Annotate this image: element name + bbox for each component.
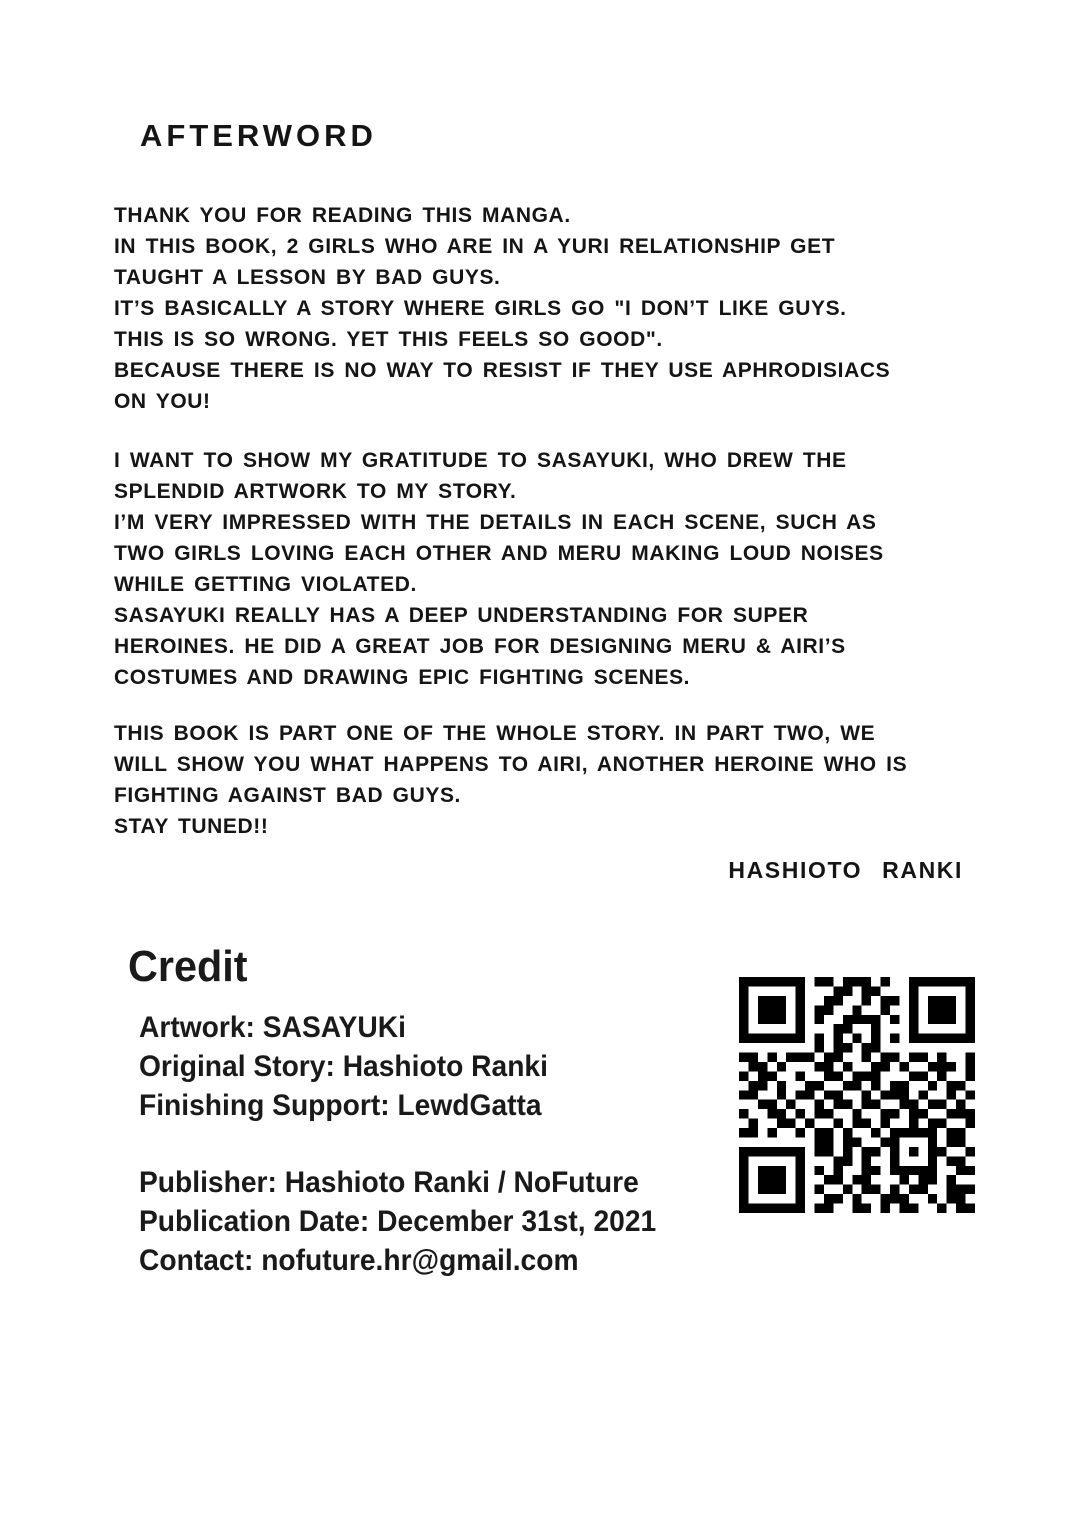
afterword-line: IT’S BASICALLY A STORY WHERE GIRLS GO "I DON’T LIKE GUYS.	[114, 297, 847, 320]
afterword-line: ON YOU!	[114, 390, 211, 413]
afterword-line: TWO GIRLS LOVING EACH OTHER AND MERU MAKING LOUD NOISES	[114, 542, 884, 565]
afterword-paragraph-1	[114, 200, 986, 417]
publisher-line: Publisher: Hashioto Ranki / NoFuture	[139, 1166, 639, 1199]
afterword-line: THANK YOU FOR READING THIS MANGA.	[114, 204, 571, 227]
afterword-paragraph-2	[114, 445, 986, 693]
afterword-line: SPLENDID ARTWORK TO MY STORY.	[114, 480, 517, 503]
contact-email-line: Contact: nofuture.hr@gmail.com	[139, 1244, 579, 1277]
afterword-line: I’M VERY IMPRESSED WITH THE DETAILS IN EACH SCENE, SUCH AS	[114, 511, 877, 534]
afterword-line: WILL SHOW YOU WHAT HAPPENS TO AIRI, ANOTHER HEROINE WHO IS	[114, 753, 908, 776]
qr-code-image	[739, 977, 975, 1213]
credit-line-artwork: Artwork: SASAYUKi	[139, 1011, 406, 1044]
afterword-paragraph-3	[114, 718, 986, 842]
credit-line-original-story: Original Story: Hashioto Ranki	[139, 1050, 548, 1083]
afterword-line: STAY TUNED!!	[114, 815, 269, 838]
qr-code	[739, 977, 975, 1213]
afterword-line: IN THIS BOOK, 2 GIRLS WHO ARE IN A YURI RELATIONSHIP GET	[114, 235, 836, 258]
afterword-line: COSTUMES AND DRAWING EPIC FIGHTING SCENES.	[114, 666, 691, 689]
afterword-line: I WANT TO SHOW MY GRATITUDE TO SASAYUKI, WHO DREW THE	[114, 449, 847, 472]
author-signature: HASHIOTO RANKI	[728, 857, 963, 883]
publication-date-line: Publication Date: December 31st, 2021	[139, 1205, 657, 1238]
afterword-line: THIS IS SO WRONG. YET THIS FEELS SO GOOD".	[114, 328, 663, 351]
afterword-line: FIGHTING AGAINST BAD GUYS.	[114, 784, 461, 807]
credit-list	[139, 1008, 548, 1125]
publisher-list	[139, 1163, 656, 1280]
afterword-line: THIS BOOK IS PART ONE OF THE WHOLE STORY. IN PART TWO, WE	[114, 722, 876, 745]
credit-line-finishing-support: Finishing Support: LewdGatta	[139, 1089, 542, 1122]
afterword-line: TAUGHT A LESSON BY BAD GUYS.	[114, 266, 501, 289]
credit-heading: Credit	[128, 942, 248, 991]
page-title: AFTERWORD	[140, 118, 377, 153]
afterword-line: WHILE GETTING VIOLATED.	[114, 573, 417, 596]
afterword-line: HEROINES. HE DID A GREAT JOB FOR DESIGNING MERU & AIRI’S	[114, 635, 846, 658]
afterword-line: SASAYUKI REALLY HAS A DEEP UNDERSTANDING FOR SUPER	[114, 604, 809, 627]
afterword-line: BECAUSE THERE IS NO WAY TO RESIST IF THEY USE APHRODISIACS	[114, 359, 891, 382]
